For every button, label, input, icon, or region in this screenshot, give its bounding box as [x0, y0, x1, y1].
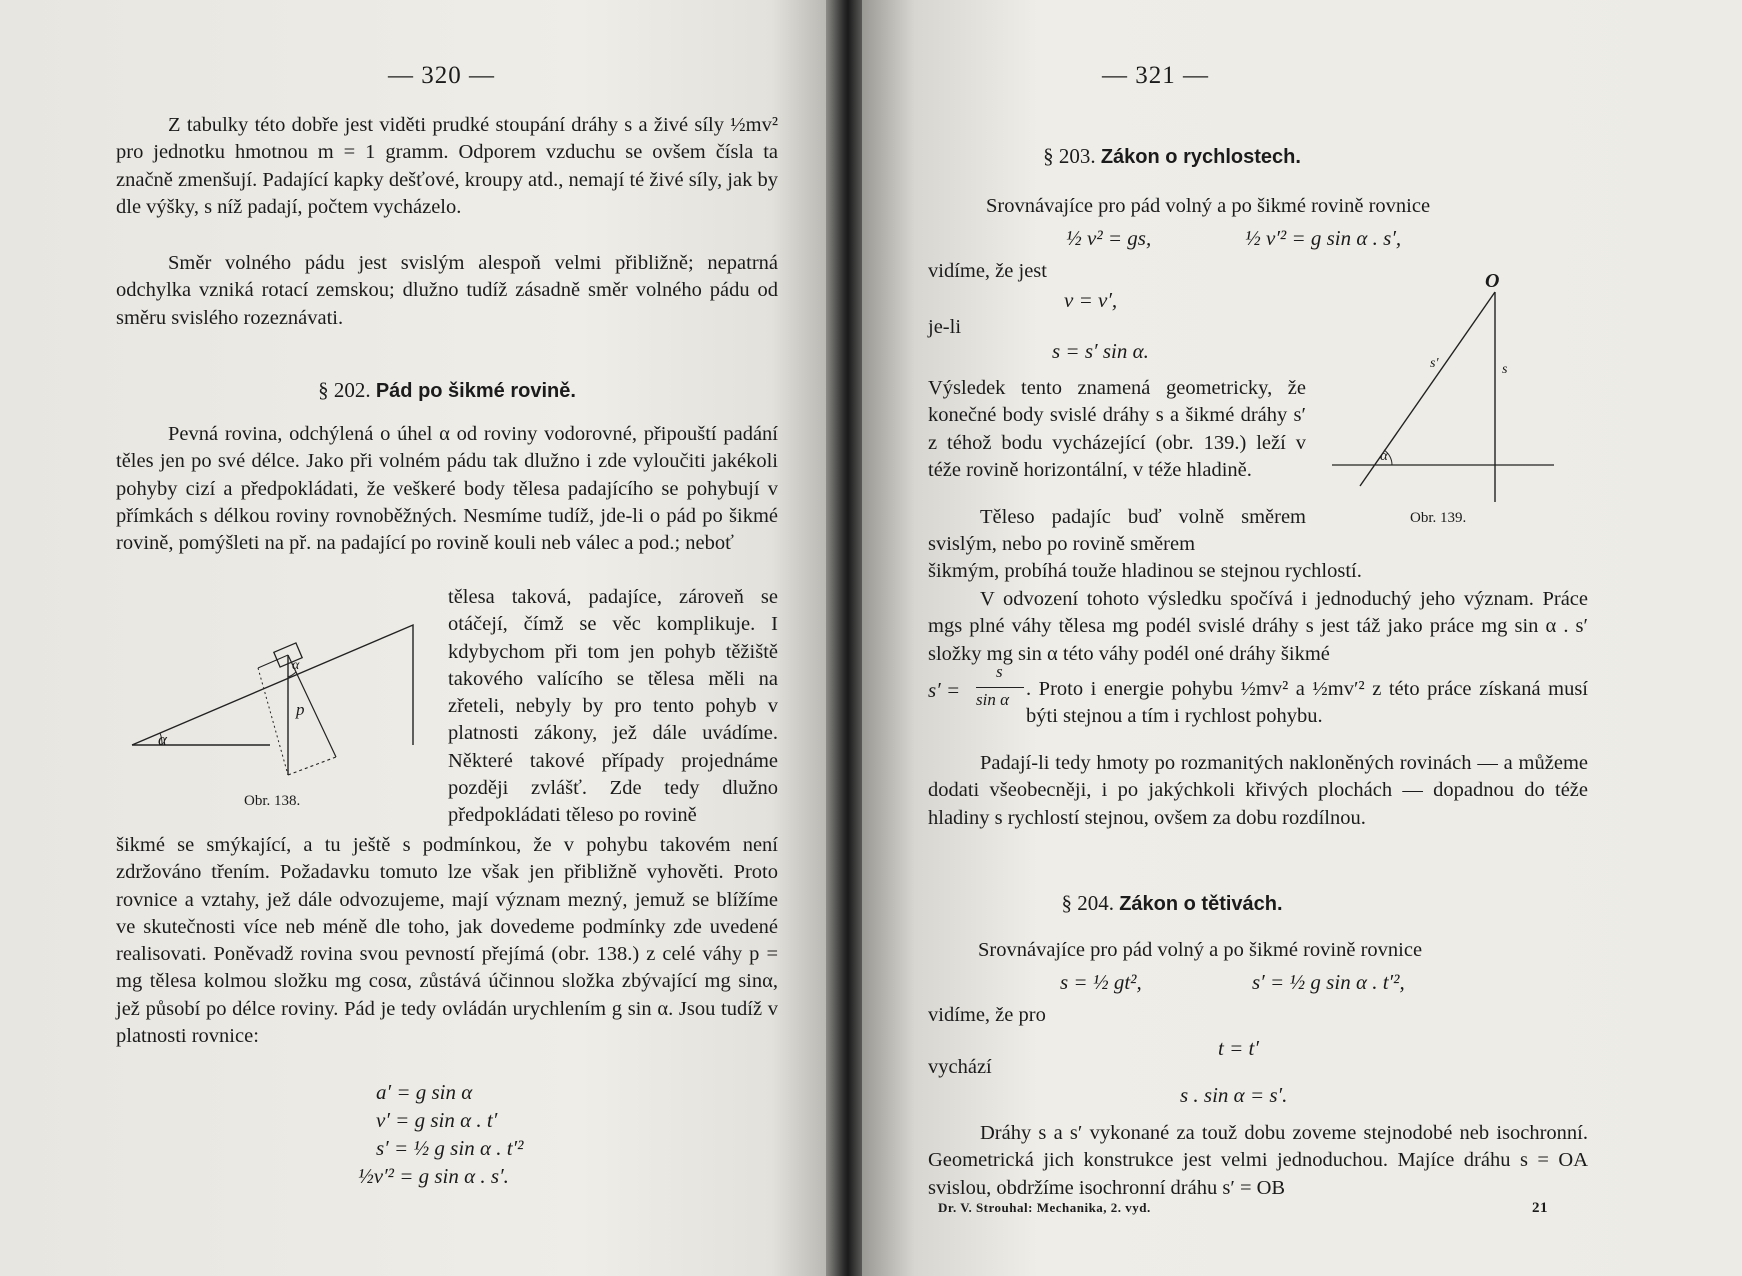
paragraph: . Proto i energie pohybu ½mv² a ½mv′² z této práce získaná musí býti stejnou a tím i rychlost pohybu. — [1026, 678, 1588, 728]
section-number: § 203. — [1043, 144, 1096, 168]
equation: ½ v′² = g sin α . s′, — [1245, 226, 1402, 250]
paragraph: šikmé se smýkající, a tu ještě s podmínkou, že v pohybu takovém není zdržováno třením. Požadavku tomuto lze však jen přibližně vyhověti. Proto rovnice a vztahy, jež dále odvozujeme, mají význam mezný, jemuž se blížíme ve skutečnosti více neb méně dle toho, jak dovedeme podmínky zde uvedené realisovati. Poněvadž rovina svou pevností přejímá (obr. 138.) z celé váhy p = mg tělesa kolmou složku mg cosα, zůstává účinnou složka zbývající mg sinα, jež působí po délce roviny. Pád je tedy ovládán urychlením g sin α. Jsou tudíž v platnosti rovnice: — [116, 834, 778, 1048]
paragraph: Směr volného pádu jest svislým alespoň velmi přibližně; nepatrná odchylka vzniká rotací zemskou; dlužno tudíž zásadně směr volného pádu od směru svislého rozeznávati. — [116, 252, 778, 329]
paragraph: Srovnávajíce pro pád volný a po šikmé rovině rovnice — [978, 939, 1423, 961]
paragraph: Dráhy s a s′ vykonané za touž dobu zoveme stejnodobé neb isochronní. Geometrická jich konstrukce jest velmi jednoduchou. Majíce dráhu s = OA svislou, obdržíme isochronní dráhu s′ = OB — [928, 1122, 1588, 1199]
paragraph: Těleso padajíc buď volně směrem svislým, nebo po rovině směrem — [928, 506, 1306, 556]
left-page — [0, 0, 830, 1276]
equation: s′ = ½ g sin α . t′² — [376, 1136, 524, 1160]
footer-signature-line: Dr. V. Strouhal: Mechanika, 2. vyd. — [938, 1200, 1151, 1215]
section-title: Pád po šikmé rovině. — [375, 380, 576, 402]
equation: a′ = g sin α — [376, 1080, 473, 1104]
equation: s′ = ½ g sin α . t′², — [1252, 970, 1405, 994]
section-heading — [922, 891, 1422, 916]
book-gutter — [826, 0, 866, 1276]
equation: s . sin α = s′. — [1180, 1083, 1288, 1107]
page-number: — 320 — — [388, 62, 495, 89]
section-heading — [116, 378, 778, 403]
path-label: s′ — [1430, 356, 1439, 371]
weight-label: p — [296, 700, 305, 719]
equation: s = ½ gt², — [1060, 970, 1142, 994]
point-label: O — [1485, 270, 1500, 292]
equation: v′ = g sin α . t′ — [376, 1108, 498, 1132]
text-line: je-li — [928, 316, 962, 338]
figure-caption: Obr. 139. — [1410, 510, 1467, 526]
path-label: s — [1502, 362, 1508, 377]
text-line: vidíme, že jest — [928, 260, 1047, 282]
paragraph: Výsledek tento znamená geometricky, že konečné body svislé dráhy s a šikmé dráhy s′ z téhož bodu vycházející (obr. 139.) leží v téže rovině horizontální, v téže hladině. — [928, 377, 1306, 481]
section-title: Zákon o rychlostech. — [1100, 146, 1301, 168]
section-title: Zákon o tětivách. — [1119, 893, 1283, 915]
fraction-line — [928, 662, 1588, 728]
equation: ½ v² = gs, — [1066, 226, 1152, 250]
angle-label: α — [1380, 448, 1388, 464]
text-line: vychází — [928, 1056, 992, 1078]
wrapped-paragraph: tělesa taková, padajíce, zároveň se otáčejí, čímž se věc komplikuje. I kdybychom při tom jen pohyb těžiště takového valícího se tělesa měli na zřeteli, nebyly by pro tento pohyb v platnosti zákony, jež dále uvádíme. Některé takové případy projednáme později zvlášť. Zde tedy dlužno předpokládati těleso po rovině — [448, 586, 778, 827]
paragraph: Z tabulky této dobře jest viděti prudké stoupání dráhy s a živé síly ½mv² pro jednotku hmotnou m = 1 gramm. Odporem vzduchu se ovšem čísla ta značně zmenšují. Padající kapky dešťové, kroupy atd., nemají té živé síly, jak by dle výšky, s níž padají, počtem vycházelo. — [116, 114, 778, 218]
paragraph: šikmým, probíhá touže hladinou se stejnou rychlostí. — [928, 560, 1362, 582]
fraction-denominator: sin α — [976, 690, 1010, 709]
equation: t = t′ — [1218, 1036, 1259, 1060]
equation: v = v′, — [1064, 288, 1118, 312]
figure-138-inclined-plane — [120, 615, 420, 805]
printer-signature: 21 — [1532, 1200, 1548, 1216]
angle-label: α — [292, 658, 300, 673]
page-number: — 321 — — [1102, 62, 1209, 89]
section-number: § 204. — [1061, 891, 1114, 915]
equation: s = s′ sin α. — [1052, 339, 1149, 363]
fraction-numerator: s — [996, 662, 1003, 681]
section-heading — [922, 144, 1422, 169]
equation: ½v′² = g sin α . s′. — [358, 1164, 509, 1188]
paragraph: Padají-li tedy hmoty po rozmanitých nakloněných rovinách — a můžeme dodati všeobecněji, i po jakýchkoli křivých plochách — dopadnou do téže hladiny s rychlostí stejnou, ovšem za dobu rozdílnou. — [928, 752, 1588, 829]
section-number: § 202. — [318, 378, 371, 402]
angle-label: α — [158, 730, 167, 749]
text-line: vidíme, že pro — [928, 1004, 1046, 1026]
paragraph: V odvození tohoto výsledku spočívá i jednoduchý jeho význam. Práce mgs plné váhy tělesa mg podél svislé dráhy s jest táž jako práce mg sin α . s′ složky mg sin α této váhy podél oné dráhy šikmé — [928, 588, 1588, 665]
fraction-bar — [976, 687, 1024, 688]
fraction-lhs: s′ = — [928, 678, 961, 702]
figure-caption: Obr. 138. — [244, 793, 301, 809]
paragraph: Srovnávajíce pro pád volný a po šikmé rovině rovnice — [986, 195, 1431, 217]
right-page — [862, 0, 1742, 1276]
paragraph: Pevná rovina, odchýlená o úhel α od roviny vodorovné, připouští padání těles jen po své délce. Jako při volném pádu tak dlužno i zde vyloučiti jakékoli pohyby cizí a předpokládati, že veškeré body tělesa padajícího se pohybují v přímkách s délkou roviny rovnoběžných. Nesmíme tudíž, jde-li o pád po šikmé rovině, pomýšleti na př. na padající po rovině kouli neb válec a pod.; neboť — [116, 423, 778, 555]
figure-139-isochronous-paths — [1332, 290, 1562, 510]
